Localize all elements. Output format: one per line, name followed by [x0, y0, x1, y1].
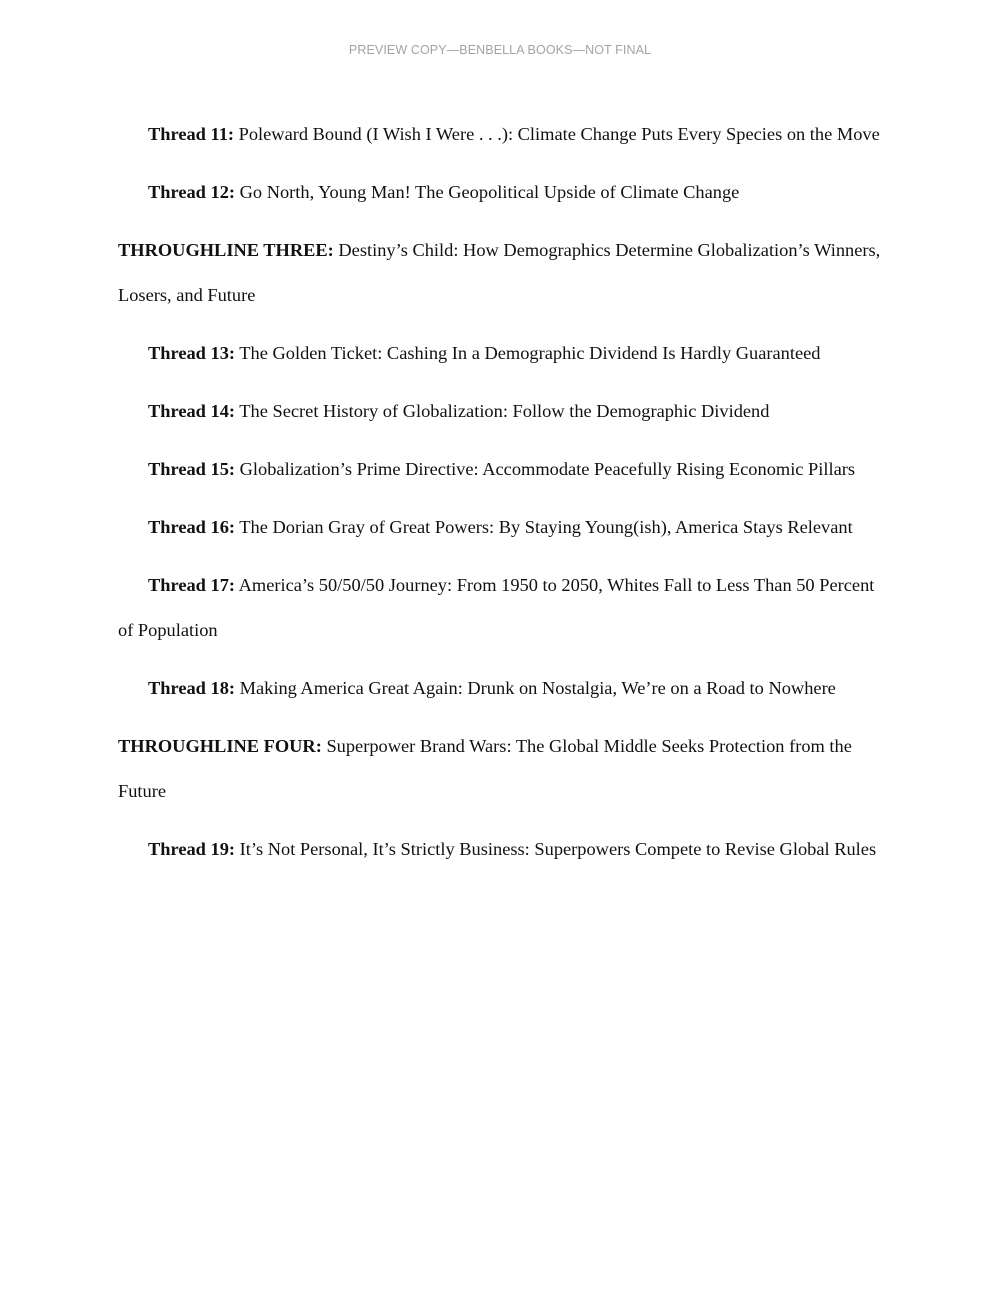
toc-entry-thread-17: [118, 563, 888, 653]
entry-text: It’s Not Personal, It’s Strictly Business: Superpowers Compete to Revise Global Rules: [235, 839, 877, 859]
toc-entry-thread-13: [118, 331, 888, 376]
entry-text: Destiny’s Child: How Demographics Determine Globalization’s Winners, Losers, and Future: [118, 240, 881, 305]
entry-text: Superpower Brand Wars: The Global Middle Seeks Protection from the Future: [118, 736, 852, 801]
toc-entry-thread-12: [118, 170, 888, 215]
entry-label: Thread 15:: [148, 459, 236, 479]
toc-entry-thread-18: [118, 666, 888, 711]
entry-text: Globalization’s Prime Directive: Accommodate Peacefully Rising Economic Pillars: [235, 459, 856, 479]
preview-header: PREVIEW COPY—BENBELLA BOOKS—NOT FINAL: [348, 43, 652, 57]
entry-text: Go North, Young Man! The Geopolitical Upside of Climate Change: [235, 182, 740, 202]
entry-text: The Secret History of Globalization: Follow the Demographic Dividend: [235, 401, 770, 421]
entry-label: THROUGHLINE THREE:: [118, 240, 334, 260]
toc-entry-throughline-three: [118, 228, 888, 318]
toc-entry-thread-11: [118, 112, 888, 157]
entry-text: Making America Great Again: Drunk on Nostalgia, We’re on a Road to Nowhere: [235, 678, 836, 698]
entry-text: America’s 50/50/50 Journey: From 1950 to 2050, Whites Fall to Less Than 50 Percent of Population: [118, 575, 875, 640]
toc-entry-throughline-four: [118, 724, 888, 814]
entry-label: Thread 11:: [148, 124, 235, 144]
toc-content: [118, 112, 888, 885]
entry-label: Thread 14:: [148, 401, 236, 421]
entry-text: The Golden Ticket: Cashing In a Demographic Dividend Is Hardly Guaranteed: [235, 343, 821, 363]
entry-label: Thread 12:: [148, 182, 236, 202]
toc-entry-thread-16: [118, 505, 888, 550]
toc-entry-thread-15: [118, 447, 888, 492]
entry-label: Thread 16:: [148, 517, 236, 537]
entry-text: Poleward Bound (I Wish I Were . . .): Climate Change Puts Every Species on the Move: [234, 124, 880, 144]
toc-entry-thread-14: [118, 389, 888, 434]
entry-label: THROUGHLINE FOUR:: [118, 736, 322, 756]
entry-label: Thread 13:: [148, 343, 236, 363]
entry-text: The Dorian Gray of Great Powers: By Staying Young(ish), America Stays Relevant: [235, 517, 853, 537]
toc-entry-thread-19: [118, 827, 888, 872]
entry-label: Thread 18:: [148, 678, 236, 698]
entry-label: Thread 17:: [148, 575, 236, 595]
entry-label: Thread 19:: [148, 839, 236, 859]
